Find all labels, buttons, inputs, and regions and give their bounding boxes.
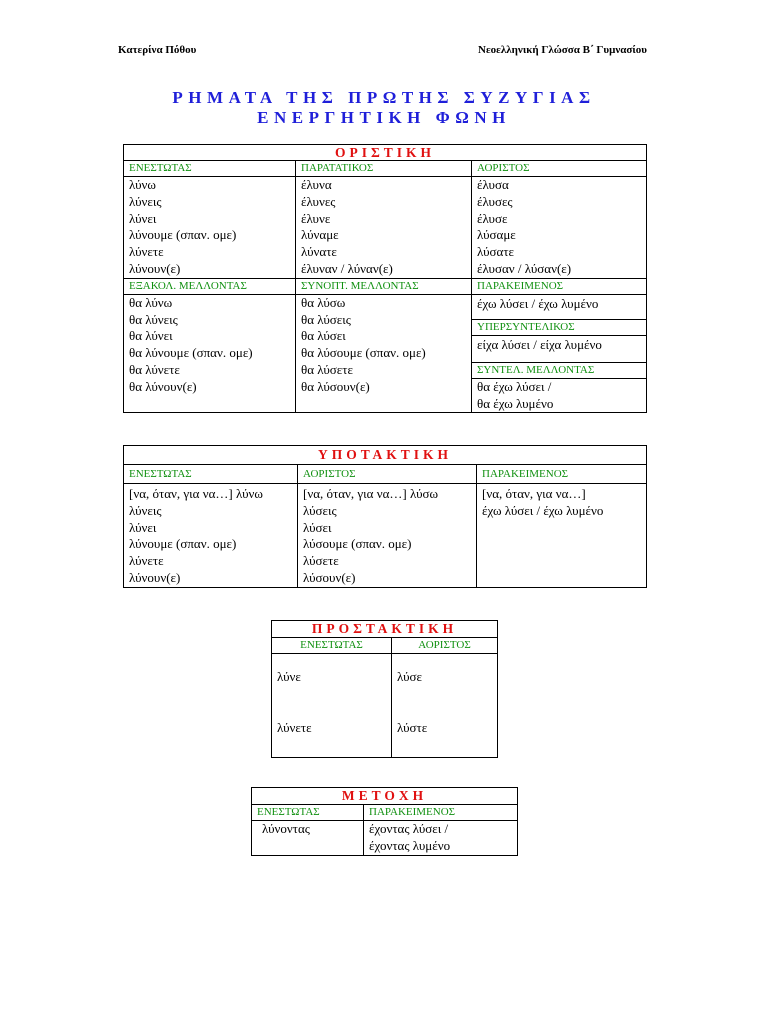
prostaktiki-aoristos-forms: λύσε λύστε [392,654,498,758]
oristiki-ypersyntelikos-header: ΥΠΕΡΣΥΝΤΕΛΙΚΟΣ [472,319,646,336]
oristiki-perfect-tenses [472,294,647,413]
prostaktiki-caption: ΠΡΟΣΤΑΚΤΙΚΗ [272,621,498,638]
ypotaktiki-parakeimenos-header: ΠΑΡΑΚΕΙΜΕΝΟΣ [477,465,647,484]
oristiki-syntel-header: ΣΥΝΤΕΛ. ΜΕΛΛΟΝΤΑΣ [472,362,646,379]
prostaktiki-enestotas-header: ΕΝΕΣΤΩΤΑΣ [272,638,392,654]
metochi-parakeimenos-header: ΠΑΡΑΚΕΙΜΕΝΟΣ [364,805,518,821]
oristiki-table [123,144,647,413]
prostaktiki-enestotas-forms: λύνε λύνετε [272,654,392,758]
metochi-enestotas-header: ΕΝΕΣΤΩΤΑΣ [252,805,364,821]
prostaktiki-table [271,620,498,758]
metochi-enestotas-forms: λύνοντας [252,821,364,856]
ypotaktiki-enestotas-forms: [να, όταν, για να…] λύνω λύνεις λύνει λύνουμε (σπαν. ομε) λύνετε λύνουν(ε) [124,484,298,588]
header-subject: Νεοελληνική Γλώσσα Β΄ Γυμνασίου [478,44,647,56]
header-author: Κατερίνα Πόθου [118,44,197,56]
page-subtitle: ΕΝΕΡΓΗΤΙΚΗ ΦΩΝΗ [257,108,511,127]
oristiki-ypersyntelikos-form: είχα λύσει / είχα λυμένο [477,336,602,352]
oristiki-enestotas-header: ΕΝΕΣΤΩΤΑΣ [124,161,296,177]
ypotaktiki-caption: ΥΠΟΤΑΚΤΙΚΗ [124,446,647,465]
oristiki-aoristos-forms: έλυσα έλυσες έλυσε λύσαμε λύσατε έλυσαν / λύσαν(ε) [472,177,647,279]
prostaktiki-aoristos-header: ΑΟΡΙΣΤΟΣ [392,638,498,654]
oristiki-parakeimenos-form: έχω λύσει / έχω λυμένο [477,295,599,311]
ypotaktiki-aoristos-header: ΑΟΡΙΣΤΟΣ [298,465,477,484]
ypotaktiki-parakeimenos-forms: [να, όταν, για να…] έχω λύσει / έχω λυμένο [477,484,647,588]
page-title: ΡΗΜΑΤΑ ΤΗΣ ΠΡΩΤΗΣ ΣΥΖΥΓΙΑΣ [172,88,596,107]
oristiki-syntel-forms: θα έχω λύσει / θα έχω λυμένο [477,378,554,411]
metochi-table [251,787,518,856]
ypotaktiki-enestotas-header: ΕΝΕΣΤΩΤΑΣ [124,465,298,484]
ypotaktiki-table [123,445,647,588]
metochi-parakeimenos-forms: έχοντας λύσει / έχοντας λυμένο [364,821,518,856]
oristiki-exakol-forms: θα λύνω θα λύνεις θα λύνει θα λύνουμε (σπαν. ομε) θα λύνετε θα λύνουν(ε) [124,294,296,413]
oristiki-paratatikos-forms: έλυνα έλυνες έλυνε λύναμε λύνατε έλυναν / λύναν(ε) [296,177,472,279]
ypotaktiki-aoristos-forms: [να, όταν, για να…] λύσω λύσεις λύσει λύσουμε (σπαν. ομε) λύσετε λύσουν(ε) [298,484,477,588]
oristiki-synopt-forms: θα λύσω θα λύσεις θα λύσει θα λύσουμε (σπαν. ομε) θα λύσετε θα λύσουν(ε) [296,294,472,413]
oristiki-paratatikos-header: ΠΑΡΑΤΑΤΙΚΟΣ [296,161,472,177]
oristiki-parakeimenos-header: ΠΑΡΑΚΕΙΜΕΝΟΣ [472,278,647,294]
oristiki-aoristos-header: ΑΟΡΙΣΤΟΣ [472,161,647,177]
oristiki-synopt-header: ΣΥΝΟΠΤ. ΜΕΛΛΟΝΤΑΣ [296,278,472,294]
oristiki-caption: ΟΡΙΣΤΙΚΗ [124,145,647,161]
oristiki-exakol-header: ΕΞΑΚΟΛ. ΜΕΛΛΟΝΤΑΣ [124,278,296,294]
metochi-caption: ΜΕΤΟΧΗ [252,788,518,805]
oristiki-enestotas-forms: λύνω λύνεις λύνει λύνουμε (σπαν. ομε) λύνετε λύνουν(ε) [124,177,296,279]
